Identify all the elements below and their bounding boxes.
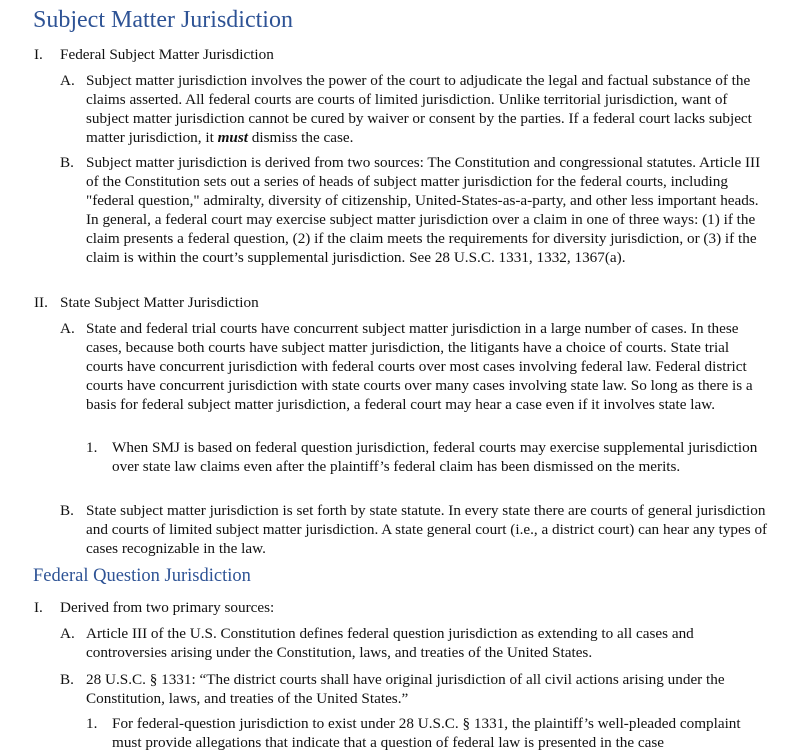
emphasis-must: must	[217, 129, 248, 146]
item-label: A.	[60, 320, 75, 337]
outline-item-II	[34, 293, 259, 312]
item-label: II.	[34, 294, 48, 311]
item-text: 28 U.S.C. § 1331: “The district courts shall have original jurisdiction of all civil actions arising under the Constitution, laws, and treaties of the United States.”	[86, 671, 725, 707]
outline-item-I-B	[60, 670, 768, 708]
item-text: Derived from two primary sources:	[60, 599, 275, 616]
item-label: B.	[60, 154, 74, 171]
outline-item-I	[34, 598, 274, 617]
item-text: State and federal trial courts have concurrent subject matter jurisdiction in a large number of cases. In these cases, because both courts have subject matter jurisdiction, the litigants have a choice of courts. State trial courts have concurrent jurisdiction with federal courts over most cases involving federal law. Federal district courts have concurrent jurisdiction with state courts over many cases involving state law. So long as there is a basis for federal subject matter jurisdiction, a federal court may hear a case even if it involves state law.	[86, 320, 753, 413]
outline-item-II-A-1	[86, 438, 768, 476]
outline-item-II-B	[60, 501, 768, 558]
item-label: B.	[60, 502, 74, 519]
outline-item-II-A	[60, 319, 768, 414]
text-after: dismiss the case.	[251, 129, 354, 146]
outline-item-I-A	[60, 624, 768, 662]
item-label: I.	[34, 46, 43, 63]
text-before: Subject matter jurisdiction involves the power of the court to adjudicate the legal and factual substance of the claims asserted. All federal courts are courts of limited jurisdiction. Unlike territorial jurisdiction, want of subject matter jurisdiction cannot be cured by waiver or consent by the parties. If a federal court lacks subject matter jurisdiction, it	[86, 72, 752, 146]
item-label: B.	[60, 671, 74, 688]
heading-subject-matter-jurisdiction: Subject Matter Jurisdiction	[33, 7, 293, 33]
item-text	[86, 71, 768, 147]
item-text: When SMJ is based on federal question jurisdiction, federal courts may exercise supplemental jurisdiction over state law claims even after the plaintiff’s federal claim has been dismissed on the merits.	[112, 439, 758, 475]
outline-item-I-A	[60, 71, 768, 147]
item-text: State subject matter jurisdiction is set forth by state statute. In every state there are courts of general jurisdiction and courts of limited subject matter jurisdiction. A state general court (i.e., a district court) can hear any types of cases recognizable in the law.	[86, 502, 768, 557]
item-label: 1.	[86, 715, 98, 732]
item-label: A.	[60, 72, 75, 89]
item-text: For federal-question jurisdiction to exist under 28 U.S.C. § 1331, the plaintiff’s well-pleaded complaint must provide allegations that indicate that a question of federal law is presented in the case	[112, 715, 741, 751]
outline-item-I-B	[60, 153, 768, 267]
item-text: Article III of the U.S. Constitution defines federal question jurisdiction as extending to all cases and controversies arising under the Constitution, laws, and treaties of the United States.	[86, 625, 694, 661]
item-text: Federal Subject Matter Jurisdiction	[60, 46, 274, 63]
heading-federal-question-jurisdiction: Federal Question Jurisdiction	[33, 566, 251, 586]
item-label: A.	[60, 625, 75, 642]
outline-item-I	[34, 45, 274, 64]
item-label: I.	[34, 599, 43, 616]
item-label: 1.	[86, 439, 98, 456]
outline-item-I-B-1	[86, 714, 768, 752]
item-text: State Subject Matter Jurisdiction	[60, 294, 259, 311]
item-text: Subject matter jurisdiction is derived from two sources: The Constitution and congressional statutes. Article III of the Constitution sets out a series of heads of subject matter jurisdiction for the federal courts, including "federal question," admiralty, diversity of citizenship, United-States-as-a-party, and other less important heads. In general, a federal court may exercise subject matter jurisdiction over a claim in one of three ways: (1) if the claim presents a federal question, (2) if the claim meets the requirements for diversity jurisdiction, or (3) if the claim is within the court’s supplemental jurisdiction. See 28 U.S.C. 1331, 1332, 1367(a).	[86, 154, 761, 266]
